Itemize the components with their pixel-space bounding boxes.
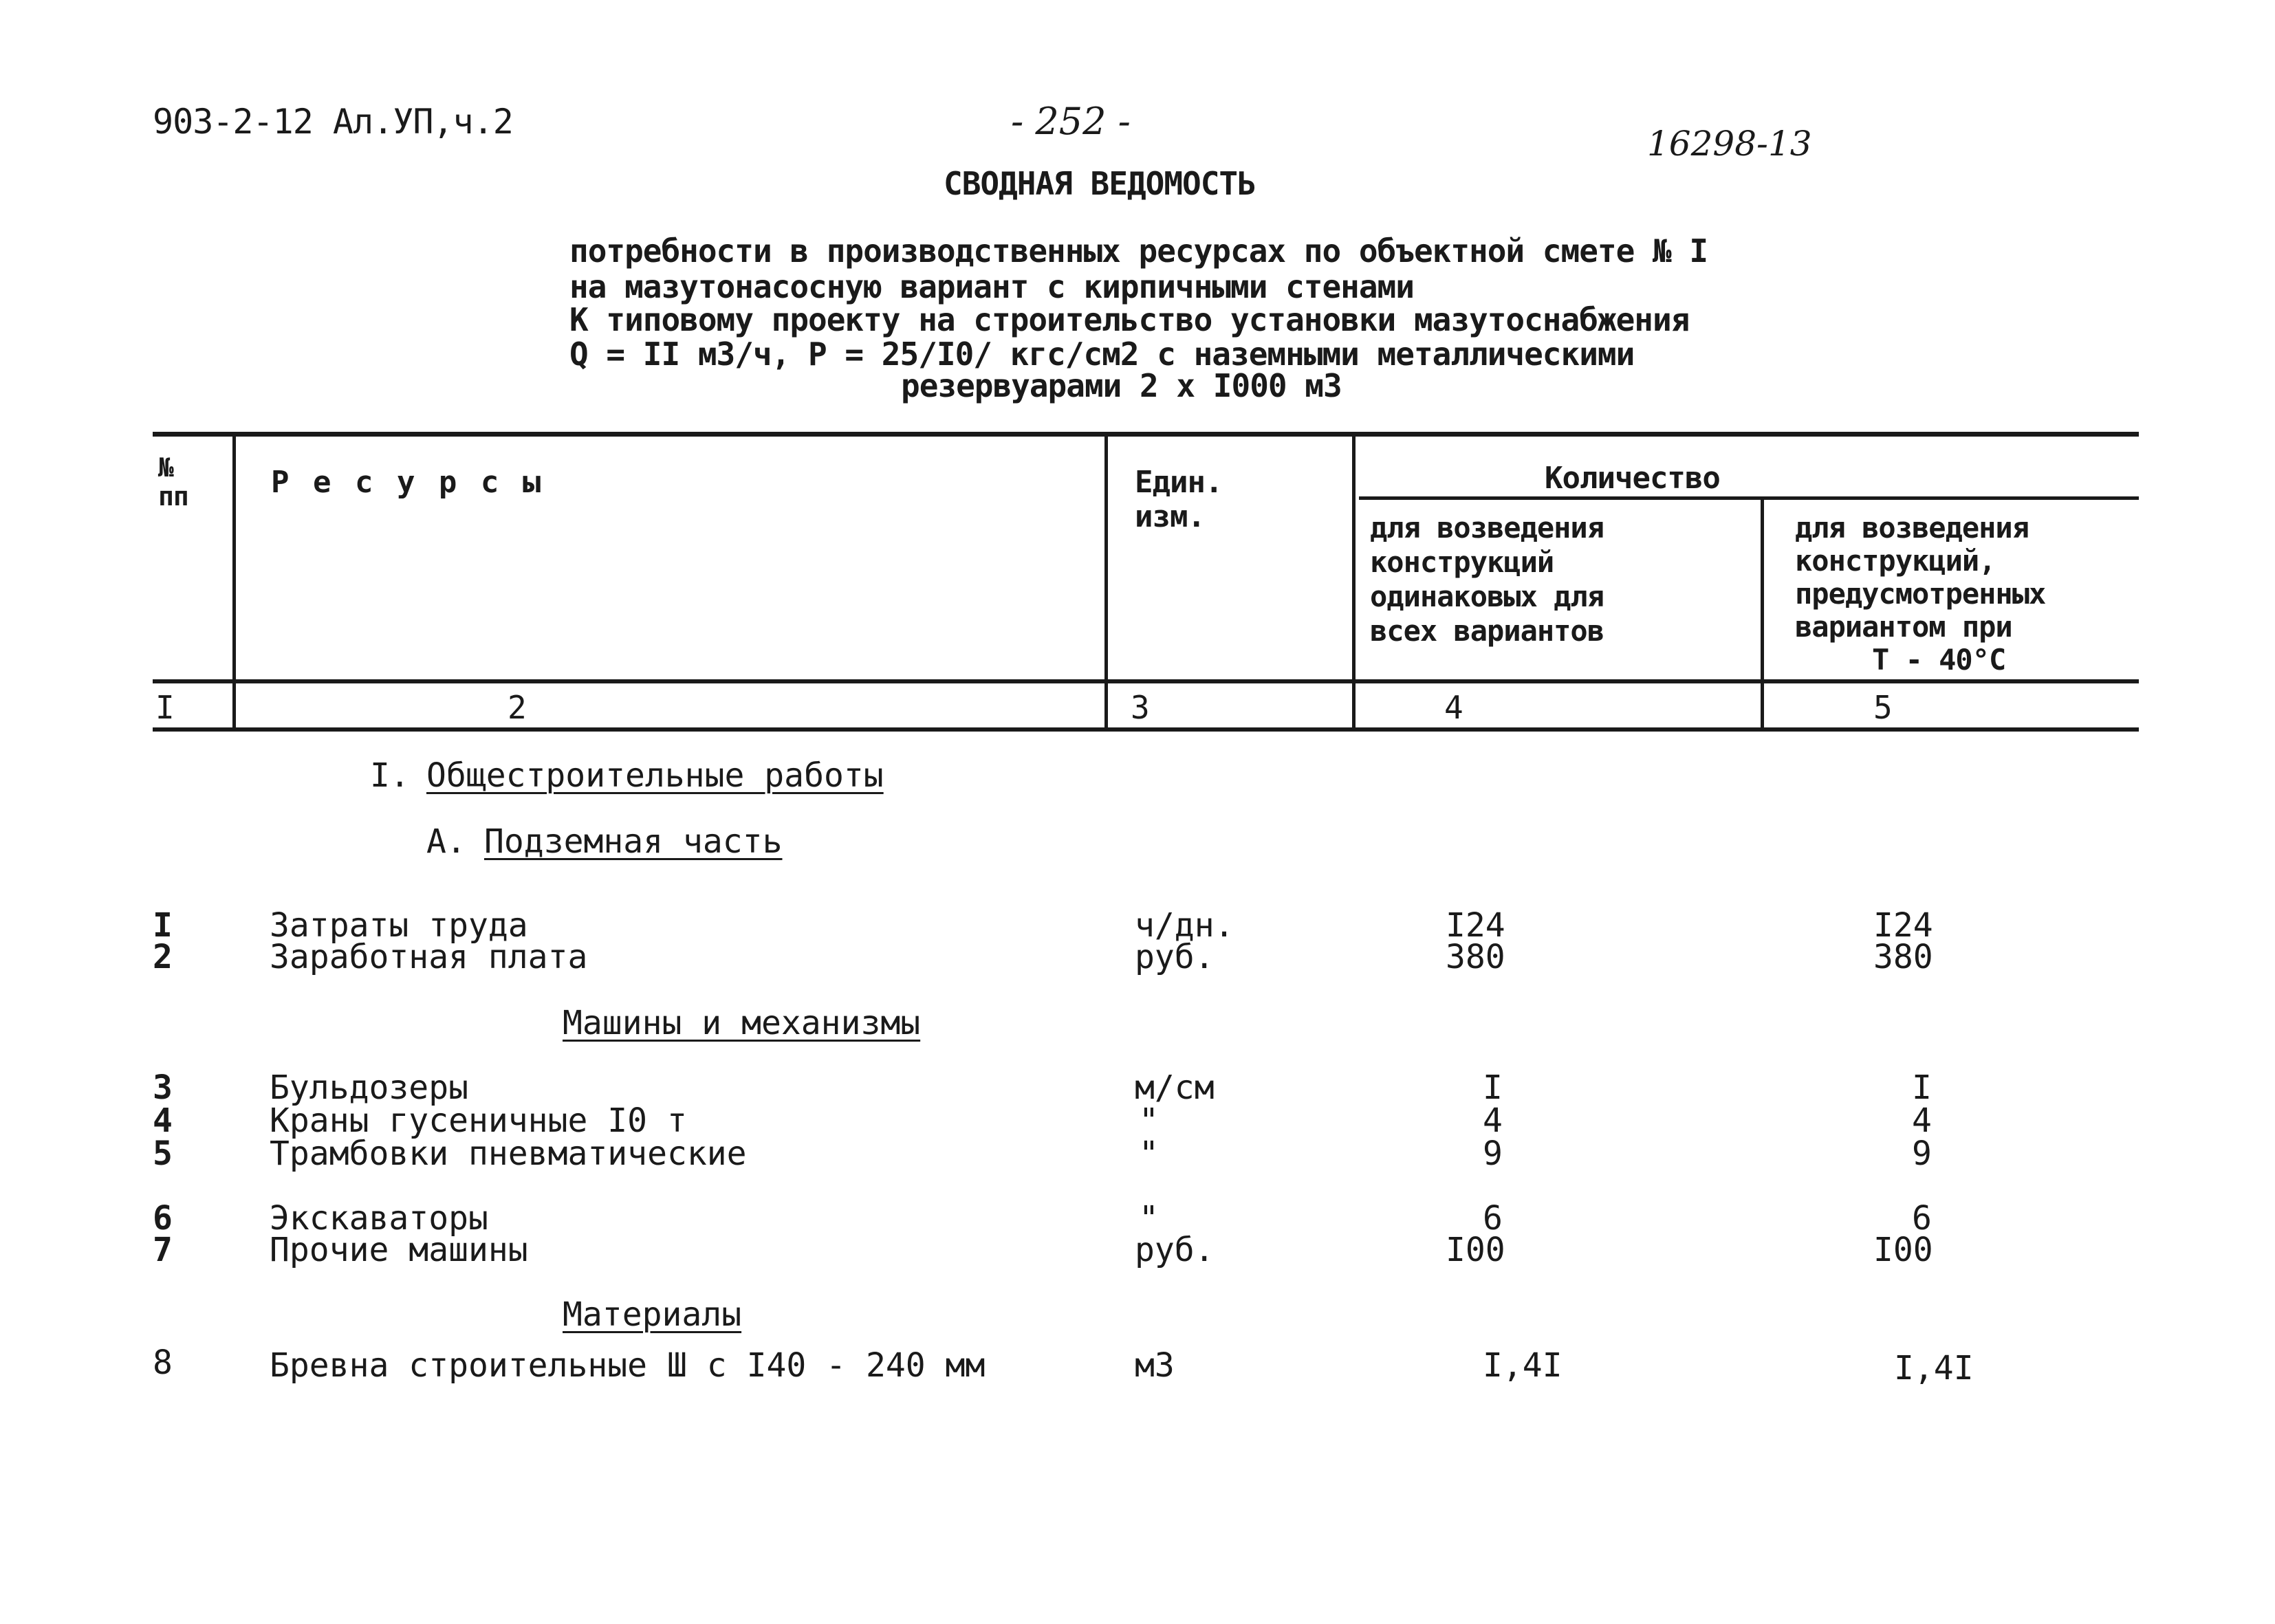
unit: ч/дн.: [1135, 906, 1234, 945]
subtitle-line-2: на мазутонасосную вариант с кирпичными стенами: [569, 268, 1414, 305]
quantity-common: 4: [1483, 1101, 1503, 1140]
quantity-variant: I: [1912, 1068, 1932, 1107]
row-number: 5: [153, 1134, 173, 1173]
quantity-subrule: [1359, 496, 2139, 500]
col-header-no: № пп: [158, 452, 188, 512]
col-header-q4-line-1: для возведения: [1370, 511, 1604, 545]
unit: ": [1139, 1101, 1159, 1140]
col-header-unit-1: Един.: [1135, 465, 1223, 500]
col-header-resource: Р е с у р с ы: [271, 465, 544, 500]
resource-name: Экскаваторы: [270, 1199, 488, 1238]
col-divider-2: [1104, 435, 1108, 730]
resource-name: Трамбовки пневматические: [270, 1134, 747, 1173]
quantity-common: I24: [1446, 906, 1505, 945]
col-header-q4-line-3: одинаковых для: [1370, 580, 1604, 613]
quantity-variant: I,4I: [1894, 1349, 1974, 1387]
section-1-title: Общестроительные работы: [426, 756, 884, 795]
row-number: 8: [153, 1343, 173, 1382]
row-number: I: [153, 906, 173, 945]
col-number-1: I: [155, 689, 175, 726]
document-code: 903-2-12 Ал.УП,ч.2: [153, 102, 513, 142]
unit: руб.: [1135, 938, 1215, 976]
unit: м/см: [1135, 1068, 1215, 1107]
table-top-rule: [153, 432, 2139, 437]
quantity-common: I,4I: [1483, 1346, 1563, 1385]
materials-heading: Материалы: [563, 1295, 742, 1334]
quantity-variant: 9: [1912, 1134, 1932, 1173]
row-number: 7: [153, 1231, 173, 1269]
subtitle-line-4: Q = II м3/ч, Р = 25/I0/ кгс/см2 с наземными металлическими: [569, 336, 1635, 373]
col-header-quantity: Количество: [1545, 461, 1720, 496]
col-header-q5-line-5: Т - 40°С: [1872, 643, 2006, 677]
page-number: - 252 -: [1011, 100, 1131, 143]
quantity-variant: 6: [1912, 1199, 1932, 1238]
resource-name: Бревна строительные Ш с I40 - 240 мм: [270, 1346, 986, 1385]
resource-name: Затраты труда: [270, 906, 528, 945]
handwritten-number: 16298-13: [1647, 124, 1812, 164]
col-header-q5-line-3: предусмотренных: [1795, 577, 2046, 611]
unit: руб.: [1135, 1231, 1215, 1269]
quantity-common: 380: [1446, 938, 1505, 976]
col-number-5: 5: [1873, 689, 1893, 726]
numbers-bottom-rule: [153, 727, 2139, 732]
row-number: 2: [153, 938, 173, 976]
row-number: 6: [153, 1199, 173, 1238]
subsection-a-title: Подземная часть: [484, 822, 783, 861]
resource-name: Бульдозеры: [270, 1068, 468, 1107]
section-1-number: I.: [370, 756, 410, 795]
unit: м3: [1135, 1346, 1175, 1385]
quantity-common: 6: [1483, 1199, 1503, 1238]
col-number-3: 3: [1131, 689, 1150, 726]
unit: ": [1139, 1134, 1159, 1173]
quantity-variant: I24: [1873, 906, 1933, 945]
subtitle-line-1: потребности в производственных ресурсах по объектной смете № I: [569, 232, 1708, 270]
col-header-q4-line-2: конструкций: [1370, 545, 1554, 579]
row-number: 3: [153, 1068, 173, 1107]
quantity-common: I00: [1446, 1231, 1505, 1269]
col-header-q5-line-4: вариантом при: [1795, 610, 2012, 644]
col-header-q5-line-2: конструкций,: [1795, 544, 1996, 578]
quantity-variant: 4: [1912, 1101, 1932, 1140]
subtitle-line-3: К типовому проекту на строительство установки мазутоснабжения: [569, 301, 1690, 338]
col-divider-1: [232, 435, 236, 730]
col-header-q5-line-1: для возведения: [1795, 511, 2029, 545]
resource-name: Заработная плата: [270, 938, 588, 976]
resource-name: Краны гусеничные I0 т: [270, 1101, 687, 1140]
quantity-variant: 380: [1873, 938, 1933, 976]
col-number-4: 4: [1444, 689, 1463, 726]
col-number-2: 2: [508, 689, 527, 726]
row-number: 4: [153, 1101, 173, 1140]
machines-heading: Машины и механизмы: [563, 1004, 921, 1042]
col-header-unit-2: изм.: [1135, 499, 1205, 534]
quantity-common: I: [1483, 1068, 1503, 1107]
subtitle-line-5: резервуарами 2 х I000 м3: [901, 367, 1342, 404]
col-divider-4: [1761, 498, 1764, 730]
unit: ": [1139, 1199, 1159, 1238]
quantity-common: 9: [1483, 1134, 1503, 1173]
col-divider-3: [1352, 435, 1356, 730]
quantity-variant: I00: [1873, 1231, 1933, 1269]
subsection-a-letter: А.: [426, 822, 466, 861]
resource-name: Прочие машины: [270, 1231, 528, 1269]
header-bottom-rule: [153, 679, 2139, 683]
col-header-q4-line-4: всех вариантов: [1370, 614, 1604, 648]
document-title: СВОДНАЯ ВЕДОМОСТЬ: [944, 165, 1256, 202]
